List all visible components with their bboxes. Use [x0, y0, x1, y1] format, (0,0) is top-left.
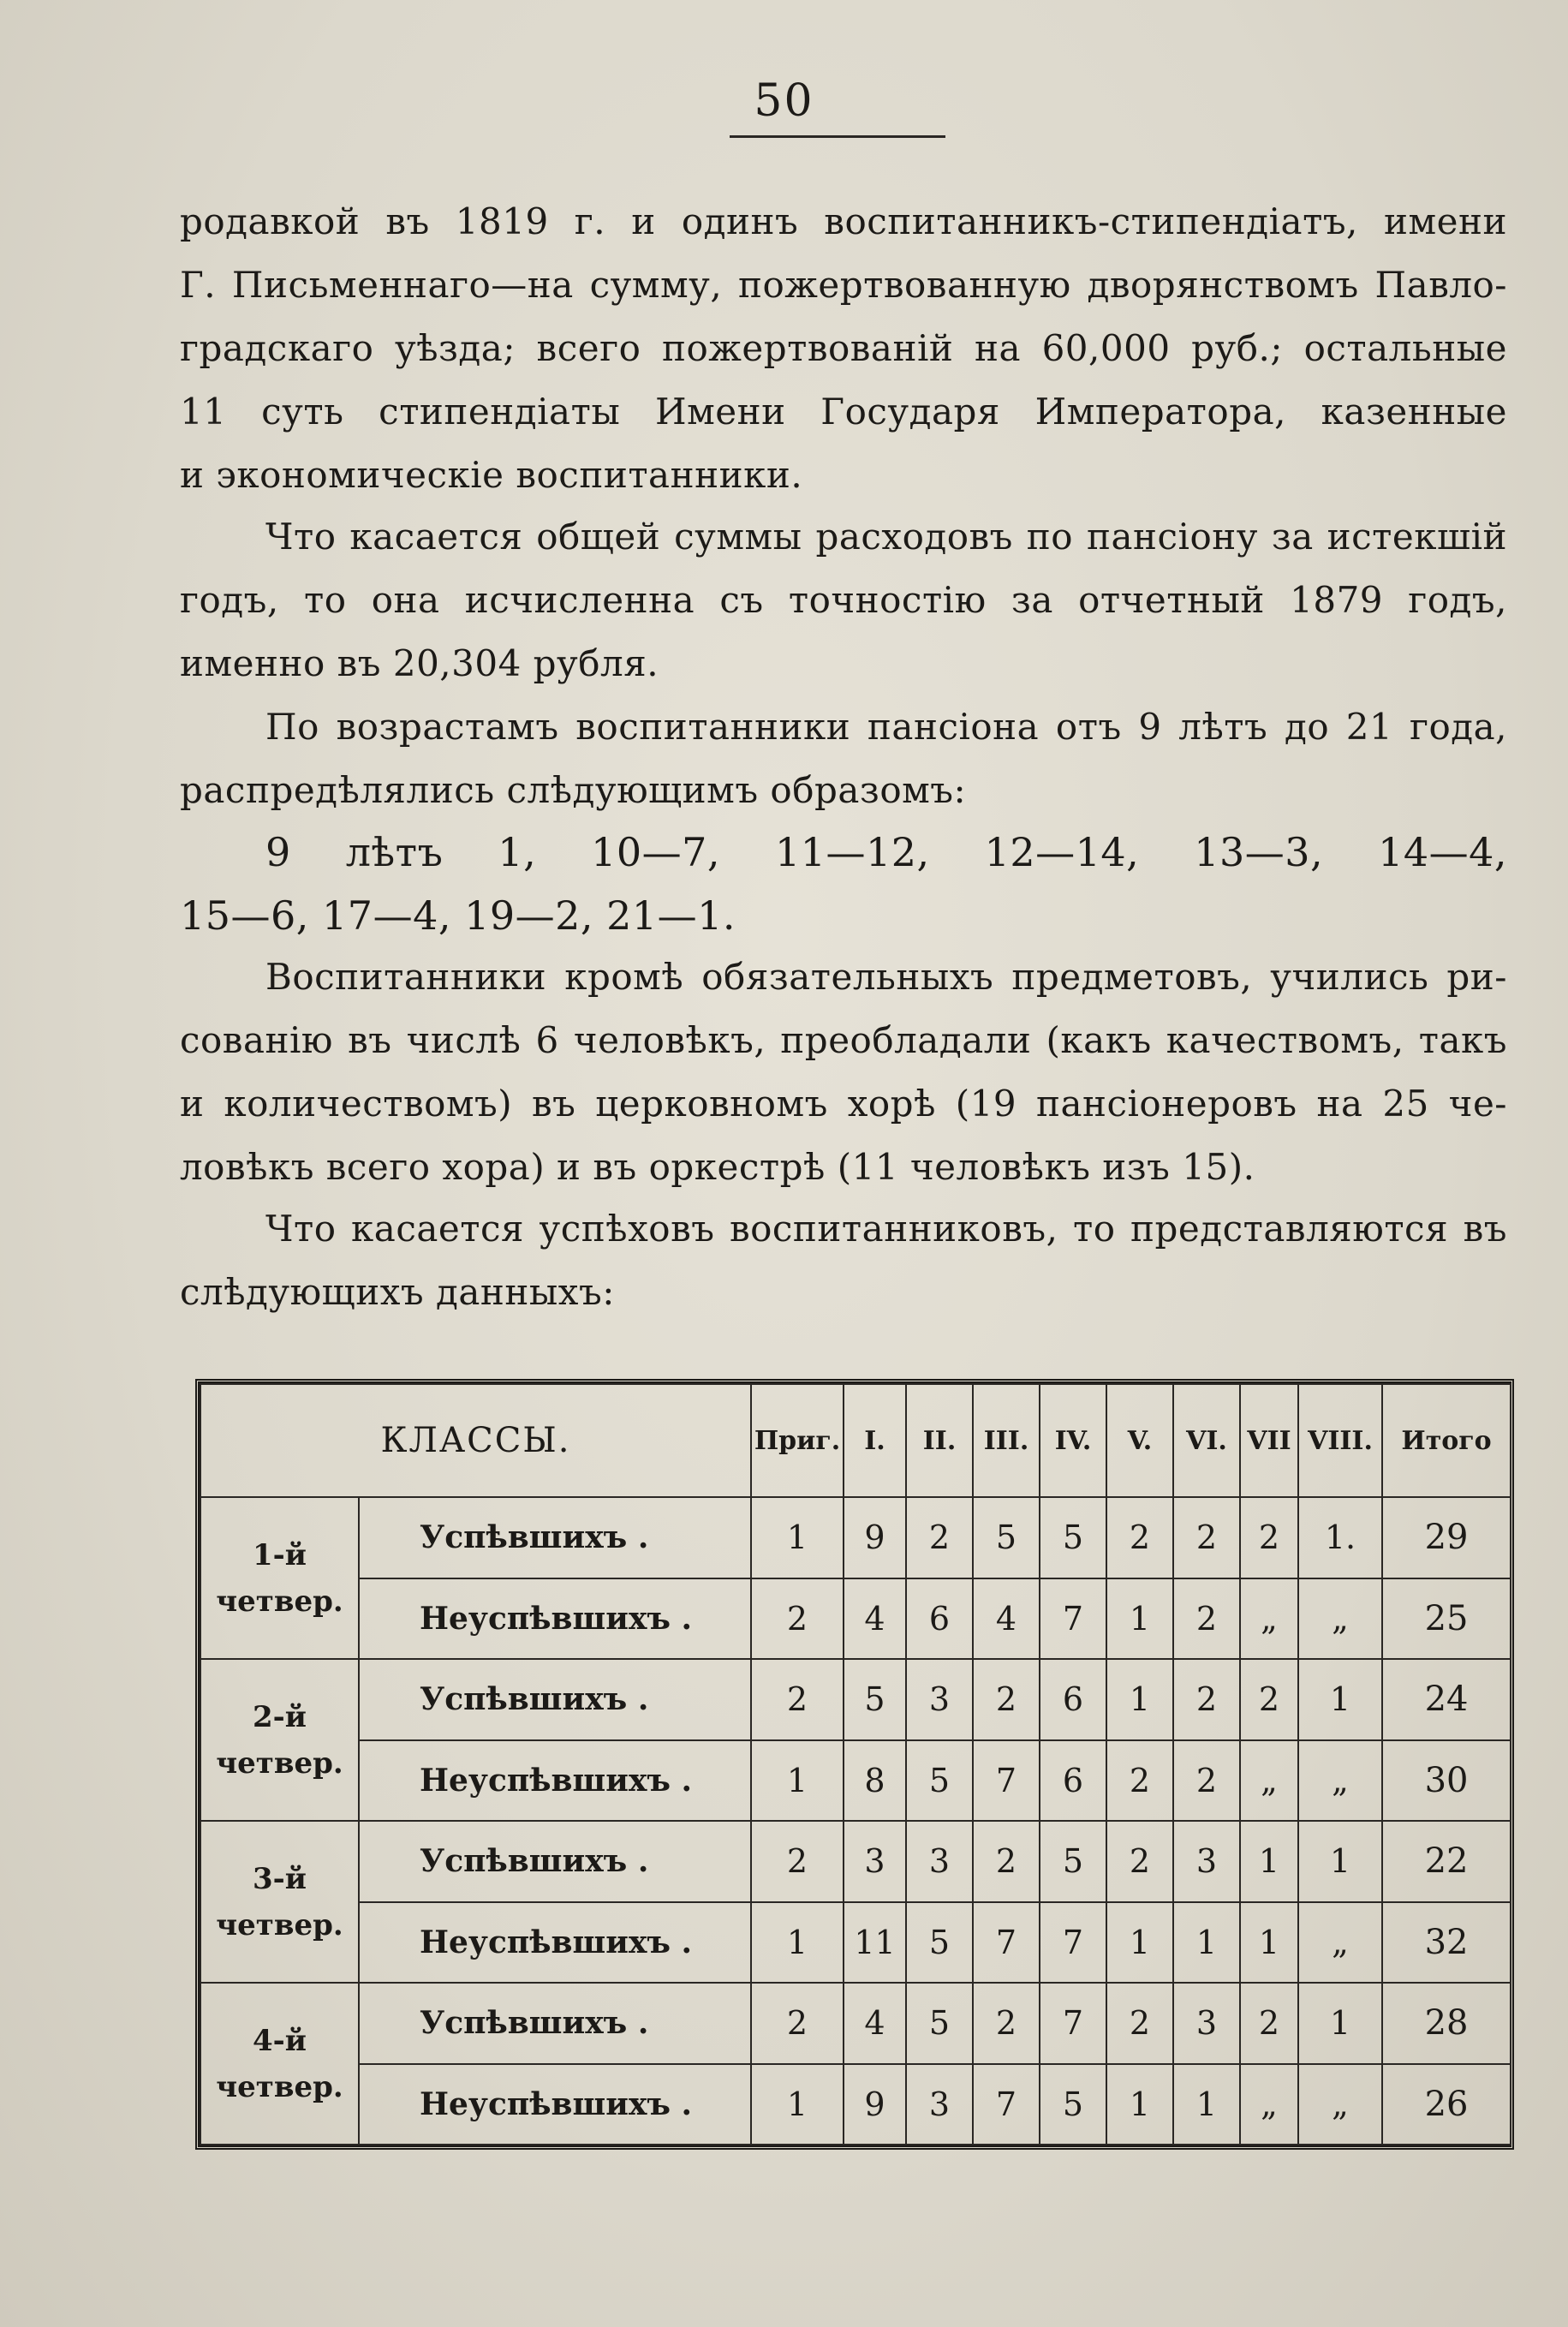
table-cell: 7	[973, 1902, 1040, 1984]
table-cell: 2	[906, 1497, 973, 1578]
table-cell: 9	[844, 1497, 906, 1578]
text-line: Что касается общей суммы расходовъ по пансіону за истекшій	[265, 516, 1507, 558]
table-cell: 5	[906, 1902, 973, 1984]
paragraph-6	[180, 1197, 1507, 1324]
table-cell: 2	[1240, 1497, 1298, 1578]
table-cell: 7	[1040, 1578, 1106, 1660]
table-cell: 3	[906, 1659, 973, 1740]
table-cell: 2	[1106, 1497, 1173, 1578]
text-line: родавкой въ 1819 г. и одинъ воспитанникъ-стипендіатъ, имени	[180, 200, 1507, 242]
table-cell: 11	[844, 1902, 906, 1984]
column-header: IV.	[1040, 1384, 1106, 1497]
table-cell: 2	[1173, 1497, 1240, 1578]
column-header: VI.	[1173, 1384, 1240, 1497]
table-cell: „	[1298, 1902, 1382, 1984]
table-cell: 3	[1173, 1983, 1240, 2064]
quarter-number: 4-й	[253, 2023, 307, 2058]
table-cell: 1	[1173, 2064, 1240, 2145]
table-cell: 2	[751, 1821, 844, 1902]
table-cell: 1	[751, 2064, 844, 2145]
table-cell: 8	[844, 1740, 906, 1822]
row-label: Неуспѣвшихъ .	[359, 1902, 751, 1984]
table-cell: „	[1240, 1578, 1298, 1660]
table-row	[200, 1821, 1511, 1902]
table-cell: 5	[844, 1659, 906, 1740]
table-cell: 1	[1106, 2064, 1173, 2145]
text-line: Что касается успѣховъ воспитанниковъ, то представляются въ	[265, 1208, 1507, 1250]
row-label: Успѣвшихъ .	[359, 1821, 751, 1902]
table-cell: 5	[906, 1983, 973, 2064]
table-body	[200, 1497, 1511, 2145]
total-cell: 28	[1382, 1983, 1511, 2064]
quarter-word: четвер.	[216, 1745, 343, 1781]
table-row	[200, 2064, 1511, 2145]
table-cell: „	[1298, 2064, 1382, 2145]
table-cell: 1	[1240, 1902, 1298, 1984]
table-cell: 3	[906, 1821, 973, 1902]
table-cell: 6	[906, 1578, 973, 1660]
table-cell: 1	[1106, 1659, 1173, 1740]
total-cell: 26	[1382, 2064, 1511, 2145]
row-label: Неуспѣвшихъ .	[359, 2064, 751, 2145]
text-line: ловѣкъ всего хора) и въ оркестрѣ (11 человѣкъ изъ 15).	[180, 1146, 1255, 1188]
table-cell: 7	[973, 2064, 1040, 2145]
column-header: II.	[906, 1384, 973, 1497]
column-header: III.	[973, 1384, 1040, 1497]
table-cell: 7	[1040, 1902, 1106, 1984]
header-rule	[730, 135, 945, 138]
table-cell: 1	[1173, 1902, 1240, 1984]
quarter-word: четвер.	[216, 2069, 343, 2104]
table-cell: 2	[1106, 1740, 1173, 1822]
table-cell: 7	[973, 1740, 1040, 1822]
paragraph-5	[180, 946, 1507, 1199]
table-cell: 1	[1298, 1659, 1382, 1740]
page-number: 50	[754, 75, 814, 127]
table-cell: „	[1298, 1578, 1382, 1660]
text-line: годъ, то она исчисленна съ точностію за отчетный 1879 годъ,	[180, 579, 1507, 621]
table-cell: 1	[1106, 1578, 1173, 1660]
table-cell: 4	[844, 1578, 906, 1660]
table-cell: 5	[906, 1740, 973, 1822]
quarter-number: 3-й	[253, 1861, 307, 1896]
quarter-word: четвер.	[216, 1584, 343, 1619]
text-line: именно въ 20,304 рубля.	[180, 642, 659, 684]
column-header: Итого	[1382, 1384, 1511, 1497]
table-cell: 7	[1040, 1983, 1106, 2064]
table-cell: 1.	[1298, 1497, 1382, 1578]
table-cell: 2	[1173, 1740, 1240, 1822]
quarter-label	[200, 1821, 359, 1983]
table-cell: 2	[1173, 1578, 1240, 1660]
total-cell: 32	[1382, 1902, 1511, 1984]
text-line: градскаго уѣзда; всего пожертвованій на 60,000 руб.; остальные	[180, 327, 1507, 369]
table-cell: 1	[1298, 1821, 1382, 1902]
row-label: Успѣвшихъ .	[359, 1497, 751, 1578]
table-cell: 2	[751, 1578, 844, 1660]
table-cell: 2	[1106, 1983, 1173, 2064]
column-header: VII	[1240, 1384, 1298, 1497]
total-cell: 25	[1382, 1578, 1511, 1660]
table-cell: 5	[973, 1497, 1040, 1578]
table-row	[200, 1902, 1511, 1984]
paragraph-1	[180, 190, 1507, 507]
table-cell: 1	[751, 1497, 844, 1578]
column-header: VIII.	[1298, 1384, 1382, 1497]
table-cell: 2	[973, 1983, 1040, 2064]
row-label: Успѣвшихъ .	[359, 1659, 751, 1740]
column-header: I.	[844, 1384, 906, 1497]
text-line: 11 суть стипендіаты Имени Государя Императора, казенные	[180, 391, 1507, 433]
total-cell: 24	[1382, 1659, 1511, 1740]
quarter-number: 2-й	[253, 1699, 307, 1734]
table-cell: „	[1240, 2064, 1298, 2145]
text-line: По возрастамъ воспитанники пансіона отъ 9 лѣтъ до 21 года,	[265, 706, 1507, 748]
table-cell: 4	[844, 1983, 906, 2064]
table-cell: 2	[1240, 1983, 1298, 2064]
table-row	[200, 1983, 1511, 2064]
table-cell: 5	[1040, 2064, 1106, 2145]
table-cell: 2	[751, 1659, 844, 1740]
row-label: Успѣвшихъ .	[359, 1983, 751, 2064]
table-row	[200, 1659, 1511, 1740]
table-cell: 2	[973, 1659, 1040, 1740]
text-line: 15—6, 17—4, 19—2, 21—1.	[180, 892, 736, 939]
total-cell: 22	[1382, 1821, 1511, 1902]
table-cell: 2	[1173, 1659, 1240, 1740]
total-cell: 30	[1382, 1740, 1511, 1822]
table-cell: 1	[751, 1740, 844, 1822]
text-line: сованію въ числѣ 6 человѣкъ, преобладали (какъ качествомъ, такъ	[180, 1019, 1507, 1061]
quarter-label	[200, 1659, 359, 1821]
total-cell: 29	[1382, 1497, 1511, 1578]
table-cell: 5	[1040, 1821, 1106, 1902]
table-cell: 6	[1040, 1659, 1106, 1740]
text-line: Г. Письменнаго—на сумму, пожертвованную дворянствомъ Павло-	[180, 264, 1507, 306]
table-cell: 1	[1298, 1983, 1382, 2064]
table-header-row	[200, 1384, 1511, 1497]
quarter-label	[200, 1497, 359, 1659]
table-cell: 1	[1240, 1821, 1298, 1902]
text-line: и количествомъ) въ церковномъ хорѣ (19 пансіонеровъ на 25 че-	[180, 1083, 1507, 1125]
table-row	[200, 1578, 1511, 1660]
paragraph-3	[180, 695, 1507, 822]
table-cell: 6	[1040, 1740, 1106, 1822]
text-line: распредѣлялись слѣдующимъ образомъ:	[180, 769, 967, 811]
table-cell: 5	[1040, 1497, 1106, 1578]
table-cell: 2	[1240, 1659, 1298, 1740]
table-cell: „	[1240, 1740, 1298, 1822]
table-cell: 9	[844, 2064, 906, 2145]
column-header: Приг.	[751, 1384, 844, 1497]
table-cell: 1	[1106, 1902, 1173, 1984]
paragraph-2	[180, 505, 1507, 695]
table-cell: 2	[973, 1821, 1040, 1902]
table-cell: 2	[751, 1983, 844, 2064]
row-label: Неуспѣвшихъ .	[359, 1578, 751, 1660]
column-header: V.	[1106, 1384, 1173, 1497]
text-line: и экономическіе воспитанники.	[180, 454, 803, 496]
text-line: Воспитанники кромѣ обязательныхъ предметовъ, учились ри-	[265, 956, 1507, 998]
table-cell: „	[1298, 1740, 1382, 1822]
table-cell: 3	[906, 2064, 973, 2145]
classes-header: КЛАССЫ.	[200, 1384, 751, 1497]
text-line: слѣдующихъ данныхъ:	[180, 1271, 615, 1313]
table-cell: 3	[844, 1821, 906, 1902]
table-cell: 1	[751, 1902, 844, 1984]
paragraph-ages	[180, 820, 1507, 947]
quarter-number: 1-й	[253, 1537, 307, 1572]
table-cell: 3	[1173, 1821, 1240, 1902]
table-cell: 2	[1106, 1821, 1173, 1902]
table-cell: 4	[973, 1578, 1040, 1660]
quarter-word: четвер.	[216, 1907, 343, 1942]
text-line: 9 лѣтъ 1, 10—7, 11—12, 12—14, 13—3, 14—4,	[265, 829, 1507, 875]
row-label: Неуспѣвшихъ .	[359, 1740, 751, 1822]
progress-table	[195, 1379, 1514, 2150]
quarter-label	[200, 1983, 359, 2145]
table-row	[200, 1740, 1511, 1822]
table-row	[200, 1497, 1511, 1578]
